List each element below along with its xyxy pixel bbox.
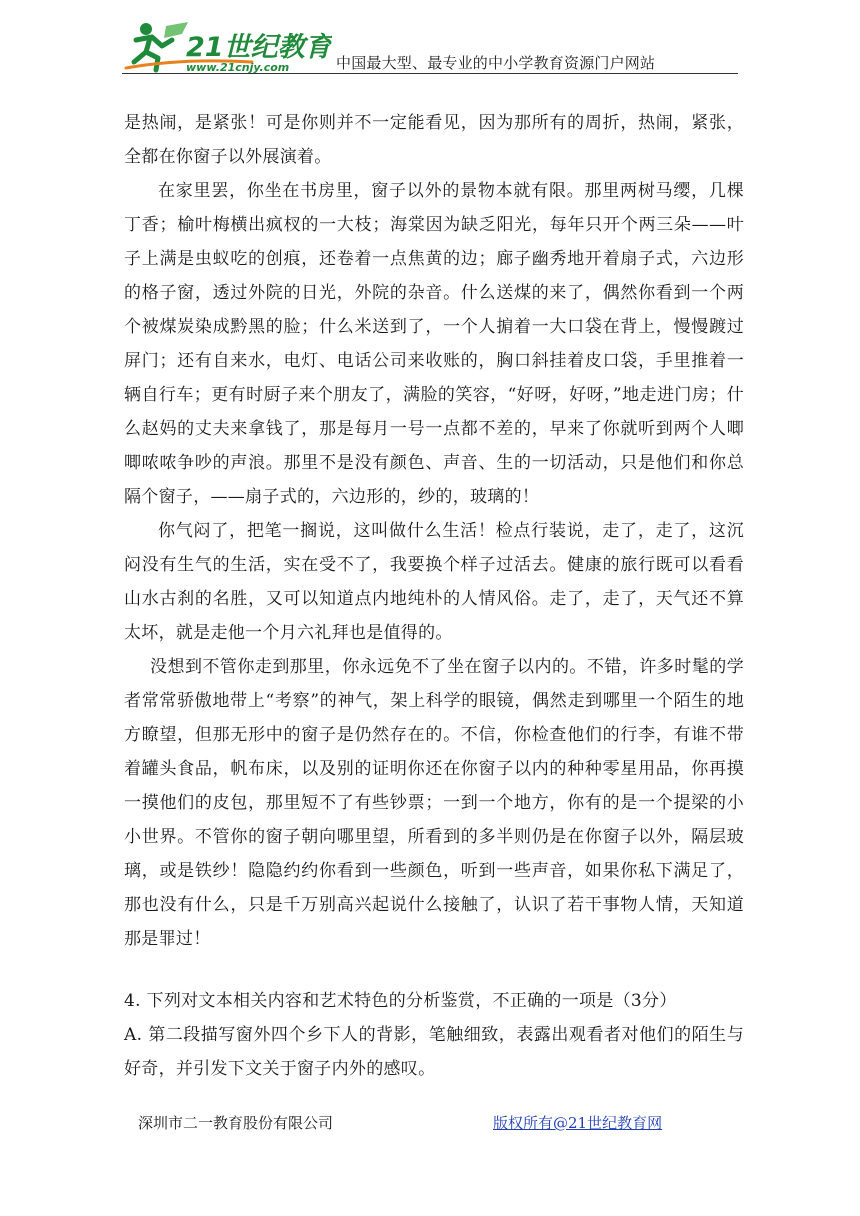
logo-brand-text: 21世纪教育 — [186, 32, 332, 63]
article-body — [124, 106, 744, 956]
paragraph-2: 在家里罢，你坐在书房里，窗子以外的景物本就有限。那里两树马缨，几棵丁香；榆叶梅横出疯杈的一大枝；海棠因为缺乏阳光，每年只开个两三朵——叶子上满是虫蚁吃的创痕，还卷着一点焦黄的边；廊子幽秀地开着扇子式，六边形的格子窗，透过外院的日光，外院的杂音。什么送煤的来了，偶然你看到一个两个被煤炭染成黔黑的脸；什么米送到了，一个人掮着一大口袋在背上，慢慢踱过屏门；还有自来水，电灯、电话公司来收账的，胸口斜挂着皮口袋，手里推着一辆自行车；更有时厨子来个朋友了，满脸的笑容，“好呀，好呀，”地走进门房；什么赵妈的丈夫来拿钱了，那是每月一号一点都不差的，早来了你就听到两个人唧唧哝哝争吵的声浪。那里不是没有颜色、声音、生的一切活动，只是他们和你总隔个窗子，——扇子式的，六边形的，纱的，玻璃的！ — [124, 181, 744, 507]
question-block — [124, 984, 744, 1086]
runner-logo-icon — [122, 18, 332, 74]
header-divider — [122, 73, 738, 74]
site-logo[interactable] — [122, 18, 332, 74]
paragraph-1: 是热闹，是紧张！可是你则并不一定能看见，因为那所有的周折，热闹，紧张，全都在你窗子以外展演着。 — [124, 113, 744, 167]
question-option-a: A. 第二段描写窗外四个乡下人的背影，笔触细致，表露出观看者对他们的陌生与好奇，并引发下文关于窗子内外的感叹。 — [124, 1025, 744, 1079]
header-tagline: 中国最大型、最专业的中小学教育资源门户网站 — [336, 54, 656, 72]
logo-url-text: www.21cnjy.com — [186, 61, 290, 74]
question-stem: 4. 下列对文本相关内容和艺术特色的分析鉴赏，不正确的一项是（3分） — [124, 991, 677, 1011]
footer-company: 深圳市二一教育股份有限公司 — [138, 1114, 334, 1132]
paragraph-3: 你气闷了，把笔一搁说，这叫做什么生活！检点行装说，走了，走了，这沉闷没有生气的生活，实在受不了，我要换个样子过活去。健康的旅行既可以看看山水古刹的名胜，又可以知道点内地纯朴的人情风俗。走了，走了，天气还不算太坏，就是走他一个月六礼拜也是值得的。 — [124, 521, 744, 643]
footer-copyright-link[interactable]: 版权所有@21世纪教育网 — [493, 1114, 663, 1132]
page-header — [122, 18, 738, 76]
paragraph-4: 没想到不管你走到那里，你永远免不了坐在窗子以内的。不错，许多时髦的学者常常骄傲地带上“考察”的神气，架上科学的眼镜，偶然走到哪里一个陌生的地方瞭望，但那无形中的窗子是仍然存在的。不信，你检查他们的行李，有谁不带着罐头食品，帆布床，以及别的证明你还在你窗子以内的种种零星用品，你再摸一摸他们的皮包，那里短不了有些钞票；一到一个地方，你有的是一个提梁的小小世界。不管你的窗子朝向哪里望，所看到的多半则仍是在你窗子以外，隔层玻璃，或是铁纱！隐隐约约你看到一些颜色，听到一些声音，如果你私下满足了，那也没有什么，只是千万别高兴起说什么接触了，认识了若干事物人情，天知道那是罪过！ — [124, 657, 744, 949]
